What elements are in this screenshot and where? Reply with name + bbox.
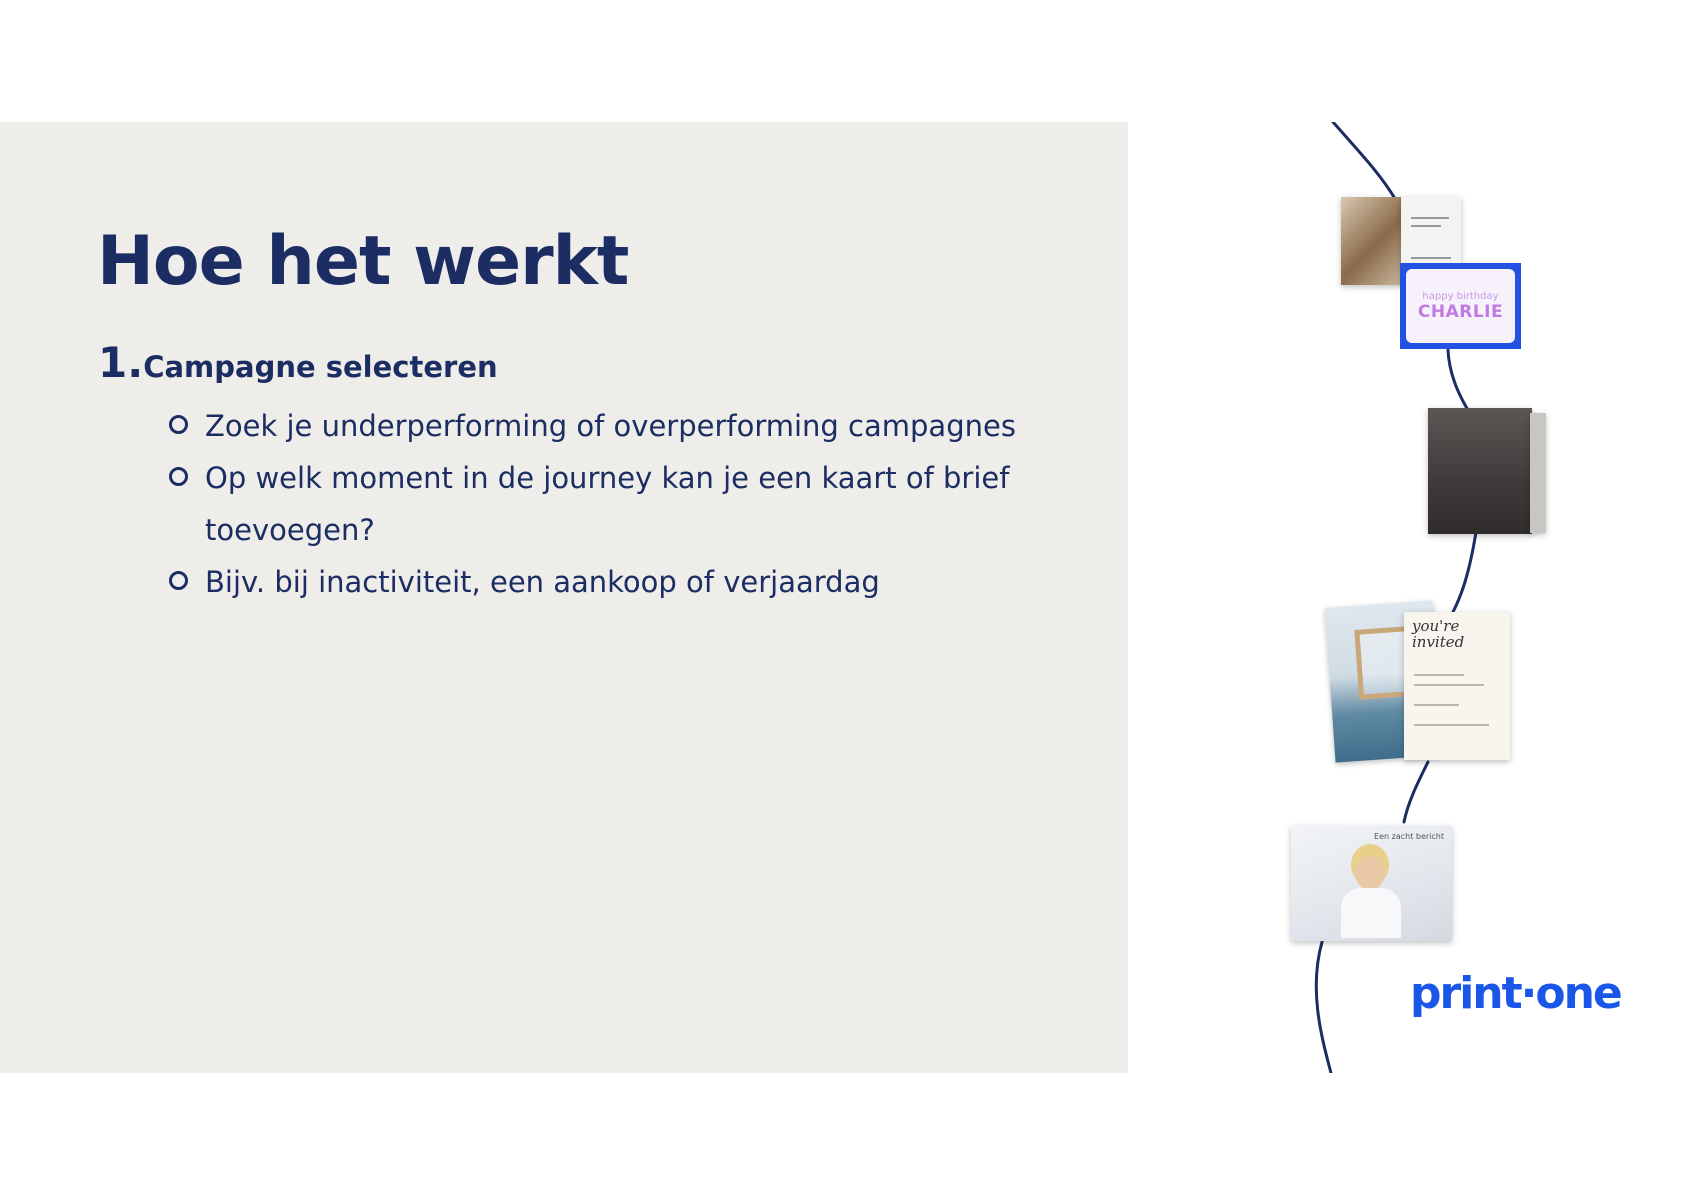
slide-title: Hoe het werkt [97,222,629,301]
bullet-list [168,400,1048,608]
bullet-text: Bijv. bij inactiviteit, een aankoop of verjaardag [205,565,880,599]
invitation-card [1404,612,1510,760]
step-number: 1. [98,338,144,387]
bullet-item [168,452,1048,556]
kitchen-photo-card [1341,197,1403,285]
step-label: Campagne selecteren [143,350,498,384]
step-heading [98,338,498,387]
bullet-text: Zoek je underperforming of overperforming campagnes [205,409,1016,443]
birthday-card [1400,263,1521,349]
circle-bullet-icon [169,415,188,434]
bed-card-message: Een zacht bericht [1374,832,1444,841]
birthday-card-subtitle: happy birthday [1422,290,1499,302]
dark-card-back [1530,413,1546,533]
print-one-logo: print·one [1410,968,1621,1019]
person-photo [1355,856,1385,890]
invitation-script-text: you're invited [1412,617,1465,651]
bed-photo-card [1291,826,1452,941]
bullet-text: Op welk moment in de journey kan je een kaart of brief toevoegen? [205,461,1010,547]
circle-bullet-icon [169,571,188,590]
circle-bullet-icon [169,467,188,486]
bullet-item [168,556,1048,608]
birthday-card-name: CHARLIE [1417,301,1504,322]
bullet-item [168,400,1048,452]
dark-interior-card [1428,408,1532,534]
